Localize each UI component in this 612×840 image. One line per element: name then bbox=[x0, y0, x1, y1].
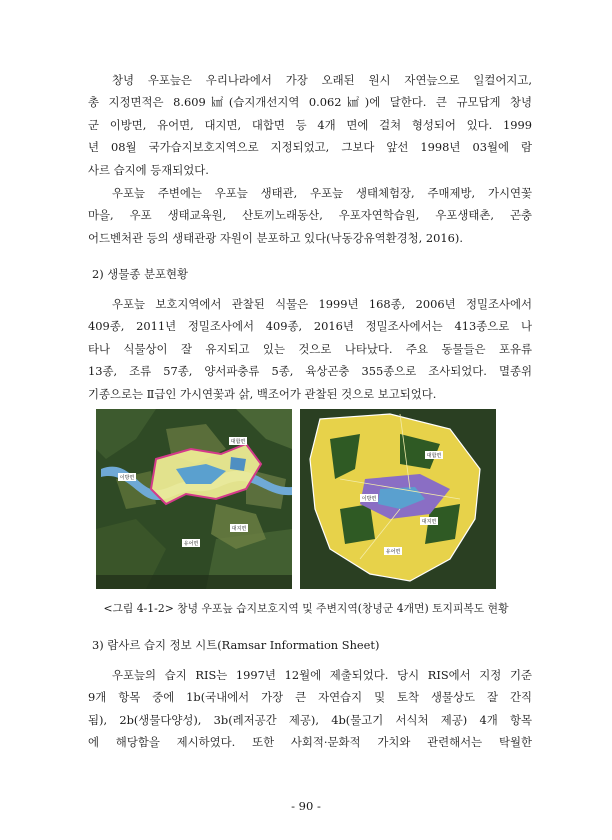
text-line: 우포늪 주변에는 우포늪 생태관, 우포늪 생태체험장, 주매제방, 가시연꽃 bbox=[112, 186, 532, 200]
section-heading-3: 3) 람사르 습지 정보 시트(Ramsar Information Sheet) bbox=[92, 638, 380, 652]
map-label-ibang: 이방면 bbox=[361, 496, 377, 502]
text-line: 409종, 2011년 정밀조사에서 409종, 2016년 정밀조사에서는 413종으로 나 bbox=[88, 319, 532, 334]
text-line: 우포늪의 습지 RIS는 1997년 12월에 제출되었다. 당시 RIS에서 지정 기준 bbox=[112, 668, 532, 682]
text-line: 어드벤처관 등의 생태관광 자원이 분포하고 있다(낙동강유역환경청, 2016). bbox=[88, 230, 463, 245]
text-line: 기종으로는 Ⅱ급인 가시연꽃과 삵, 백조어가 관찰된 것으로 보고되었다. bbox=[88, 386, 437, 401]
figure-caption: <그림 4-1-2> 창녕 우포늪 습지보호지역 및 주변지역(창녕군 4개면) 토지피복도 현황 bbox=[103, 602, 509, 615]
page-number: - 90 - bbox=[291, 799, 321, 813]
map-label-ibang: 이방면 bbox=[119, 475, 135, 481]
map-label-daehap: 대합면 bbox=[426, 453, 442, 459]
text-line: 사르 습지에 등재되었다. bbox=[88, 162, 209, 177]
text-line: 됨), 2b(생물다양성), 3b(레저공간 제공), 4b(물고기 서식처 제공) 4개 항목 bbox=[88, 712, 532, 727]
paragraph-4 bbox=[88, 664, 532, 754]
paragraph-3 bbox=[88, 293, 532, 405]
section-heading-2: 2) 생물종 분포현황 bbox=[92, 267, 188, 281]
text-line: 군 이방면, 유어면, 대지면, 대합면 등 4개 면에 걸쳐 형성되어 있다. 1999 bbox=[88, 117, 532, 132]
map-label-yueo: 유어면 bbox=[183, 541, 199, 547]
surrounding-land-cover-map bbox=[300, 409, 496, 589]
text-line: 마을, 우포 생태교육원, 산토끼노래동산, 우포자연학습원, 우포생태촌, 곤충 bbox=[88, 208, 532, 223]
paragraph-2 bbox=[88, 182, 532, 249]
text-line: 년 08월 국가습지보호지역으로 지정되었고, 그보다 앞선 1998년 03월에 람 bbox=[88, 140, 532, 155]
paragraph-1 bbox=[88, 69, 532, 181]
text-line: 창녕 우포늪은 우리나라에서 가장 오래된 원시 자연늪으로 일컬어지고, bbox=[112, 73, 532, 87]
text-line: 우포늪 보호지역에서 관찰된 식물은 1999년 168종, 2006년 정밀조사에서 bbox=[112, 297, 532, 311]
map-label-daeji: 대지면 bbox=[421, 519, 437, 525]
text-line: 타나 식물상이 잘 유지되고 있는 것으로 나타났다. 주요 동물들은 포유류 bbox=[88, 341, 532, 356]
text-line: 에 해당함을 제시하였다. 또한 사회적·문화적 가치와 관련해서는 탁월한 bbox=[88, 735, 532, 750]
map-label-yueo: 유어면 bbox=[385, 549, 401, 555]
map-label-daeji: 대지면 bbox=[231, 526, 247, 532]
text-line: 13종, 조류 57종, 양서파충류 5종, 육상곤충 355종으로 조사되었다. 멸종위 bbox=[88, 364, 532, 379]
wetland-protection-area-map bbox=[96, 409, 292, 589]
text-line: 총 지정면적은 8.609㎢(습지개선지역 0.062㎢)에 달한다. 큰 규모답게 창녕 bbox=[88, 95, 532, 110]
map-label-daehap: 대합면 bbox=[230, 439, 246, 445]
text-line: 9개 항목 중에 1b(국내에서 가장 큰 자연습지 및 토착 생물상도 잘 간직 bbox=[88, 690, 532, 705]
